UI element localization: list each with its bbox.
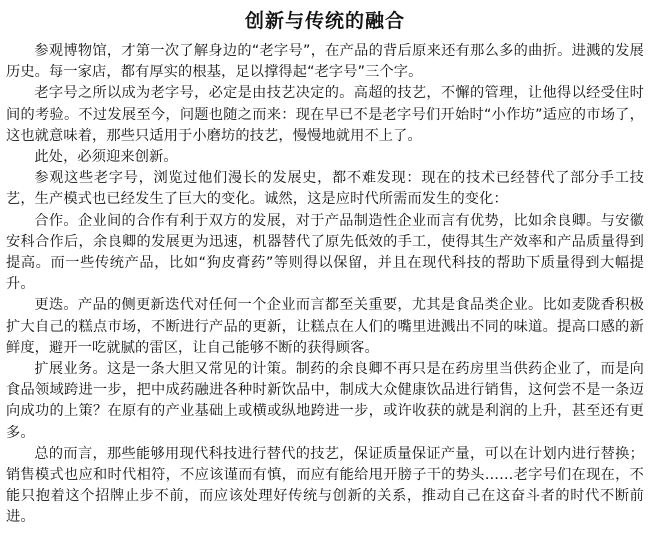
document-title: 创新与传统的融合 <box>244 10 405 32</box>
paragraph-development: 参观这些老字号，浏览过他们漫长的发展史，都不难发现：现在的技术已经替代了部分手工技艺，生产模式也已经发生了巨大的变化。诚然，这是应时代所需而发生的变化： <box>6 170 644 208</box>
paragraph-conclusion: 总的而言，那些能够用现代科技进行替代的技艺，保证质量保证产量，可以在计划内进行替换；销售模式也应和时代相符，不应该谨而有慎，而应有能给甩开膀子干的势头……老字号们在现在，不能只抱着这个招牌止步不前，而应该处理好传统与创新的关系，推动自己在这奋斗者的时代不断前进。 <box>6 445 644 526</box>
paragraph-expansion: 扩展业务。这是一条大胆又常见的计策。制药的余良卿不再只是在药房里当供药企业了，而是向食品领域跨进一步，把中成药融进各种时新饮品中，制成大众健康饮品进行销售，这何尝不是一条迈向成功的上策？在原有的产业基础上或横或纵地跨进一步，或许收获的就是利润的上升，甚至还有更多。 <box>6 361 644 441</box>
paragraph-intro: 参观博物馆，才第一次了解身边的“老字号”，在产品的背后原来还有那么多的曲折。进溅的发展历史。每一家店，都有厚实的根基，足以撑得起“老字号”三个字。 <box>6 43 644 81</box>
paragraph-cooperation: 合作。企业间的合作有利于双方的发展，对于产品制造性企业而言有优势，比如余良卿。与安徽安科合作后，余良卿的发展更为迅速，机器替代了原先低效的手工，使得其生产效率和产品质量得到提高。而一些传统产品，比如“狗皮膏药”等则得以保留，并且在现代科技的帮助下质量得到大幅提升。 <box>6 212 644 293</box>
paragraph-craftsmanship: 老字号之所以成为老字号，必定是由技艺决定的。高超的技艺，不懈的管理，让他得以经受住时间的考验。不过发展至今，问题也随之而来：现在早已不是老字号们开始时“小作坊”适应的市场了，这也就意味着，那些只适用于小磨坊的技艺，慢慢地就用不上了。 <box>6 85 644 144</box>
paragraph-innovation-needed: 此处，必须迎来创新。 <box>34 149 178 166</box>
paragraph-iteration: 更迭。产品的侧更新迭代对任何一个企业而言都至关重要，尤其是食品类企业。比如麦陇香积极扩大自己的糕点市场，不断进行产品的更新，让糕点在人们的嘴里进溅出不同的味道。提高口感的新鲜度，避开一吃就腻的雷区，让自己能够不断的获得顾客。 <box>6 297 644 356</box>
